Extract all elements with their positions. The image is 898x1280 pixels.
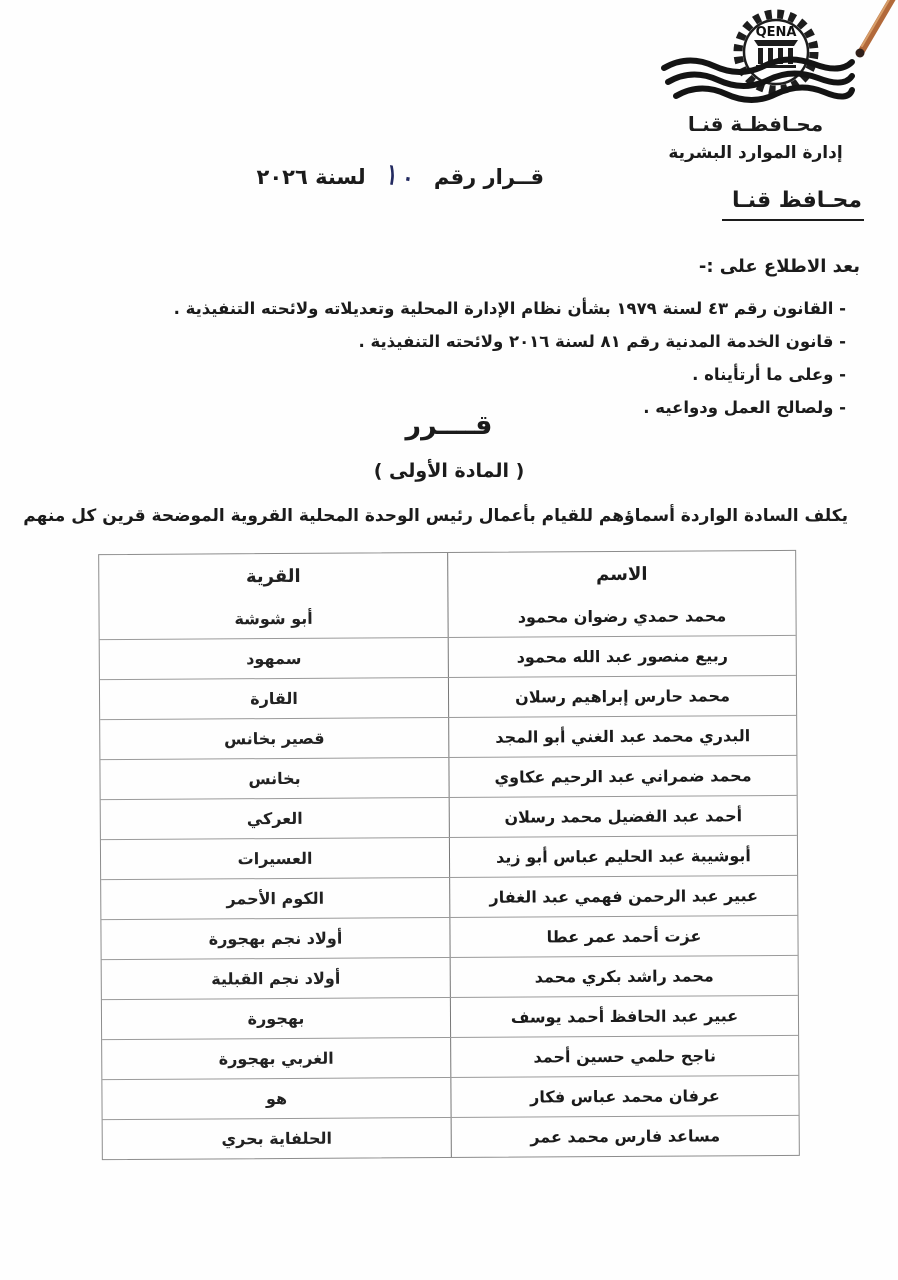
person-name-cell: محمد ضمراني عبد الرحيم عكاوي [448,756,796,797]
table-row [100,755,796,799]
qena-governorate-logo-icon [656,6,856,106]
table-row [102,955,798,999]
table-row [102,1075,798,1119]
decree-year-label: لسنة ٢٠٢٦ [256,165,366,189]
issuing-authority-title: محـافظ قنـا [722,188,864,221]
person-name-cell: أبوشيبة عبد الحليم عباس أبو زيد [449,836,797,877]
village-name-cell: أولاد نجم بهجورة [208,928,343,949]
decree-title-line [232,156,544,197]
person-name-cell: محمد حمدي رضوان محمود [447,596,795,637]
decree-number-handwritten: ١٠ [380,156,419,197]
governorate-logo-block [653,6,858,163]
village-name-cell: القارة [250,688,298,709]
person-name-cell: ناجح حلمي حسين أحمد [450,1036,798,1077]
person-name-cell: عزت أحمد عمر عطا [449,916,797,957]
article-one-heading: ( المادة الأولى ) [373,460,525,482]
table-body [99,596,798,1159]
decree-label: قــرار رقم [433,165,544,189]
village-name-cell: سمهود [246,648,302,669]
column-header-name: الاسم [447,551,795,598]
person-name-cell: محمد حارس إبراهيم رسلان [448,676,796,717]
table-row [101,915,797,959]
village-name-cell: بهجورة [247,1008,305,1029]
table-row [101,875,797,919]
person-name-cell: عبير عبد الرحمن فهمي عبد الغفار [449,876,797,917]
village-name-cell: العركي [246,808,303,829]
table-row [102,995,798,1039]
preamble-heading: بعد الاطلاع على :- [698,256,860,277]
table-row [102,1035,798,1079]
preamble-item: - ولصالح العمل ودواعيه . [643,398,846,417]
village-name-cell: الكوم الأحمر [226,888,325,909]
person-name-cell: ربيع منصور عبد الله محمود [448,636,796,677]
person-name-cell: أحمد عبد الفضيل محمد رسلان [449,796,797,837]
village-name-cell: بخانس [248,768,301,789]
decided-word: قــــرر [405,410,493,441]
table-row [101,835,797,879]
article-one-text: يكلف السادة الواردة أسماؤهم للقيام بأعمال رئيس الوحدة المحلية القروية الموضحة قرين كل منهم [23,506,848,526]
person-name-cell: محمد راشد بكري محمد [450,956,798,997]
village-name-cell: أبو شوشة [234,608,313,629]
table-row [100,635,796,679]
governorate-name: محـافظـة قنـا [687,112,824,136]
preamble-list [174,292,846,424]
department-name: إدارة الموارد البشرية [668,143,843,163]
village-name-cell: العسيرات [237,848,313,869]
village-name-cell: الحلفاية بحري [221,1128,333,1149]
person-name-cell: مساعد فارس محمد عمر [451,1116,799,1157]
person-name-cell: عرفان محمد عباس فكار [450,1076,798,1117]
table-row [103,1115,799,1159]
preamble-item: - قانون الخدمة المدنية رقم ٨١ لسنة ٢٠١٦ ولائحته التنفيذية . [358,332,846,351]
table-row [99,596,795,639]
village-name-cell: أولاد نجم القبلية [211,968,341,989]
village-name-cell: هو [265,1088,288,1109]
table-row [101,795,797,839]
village-name-cell: الغربي بهجورة [218,1048,334,1069]
person-name-cell: عبير عبد الحافظ أحمد يوسف [450,996,798,1037]
table-header-row [99,551,795,600]
person-name-cell: البدري محمد عبد الغني أبو المجد [448,716,796,757]
assignments-table [98,550,800,1160]
table-row [100,675,796,719]
preamble-item: - وعلى ما أرتأيناه . [692,365,846,384]
logo-org-en-text: QENA [755,25,796,40]
column-header-village: القرية [245,565,301,588]
preamble-item: - القانون رقم ٤٣ لسنة ١٩٧٩ بشأن نظام الإدارة المحلية وتعديلاته ولائحته التنفيذية . [173,299,846,318]
table-row [100,715,796,759]
village-name-cell: قصير بخانس [223,728,325,749]
